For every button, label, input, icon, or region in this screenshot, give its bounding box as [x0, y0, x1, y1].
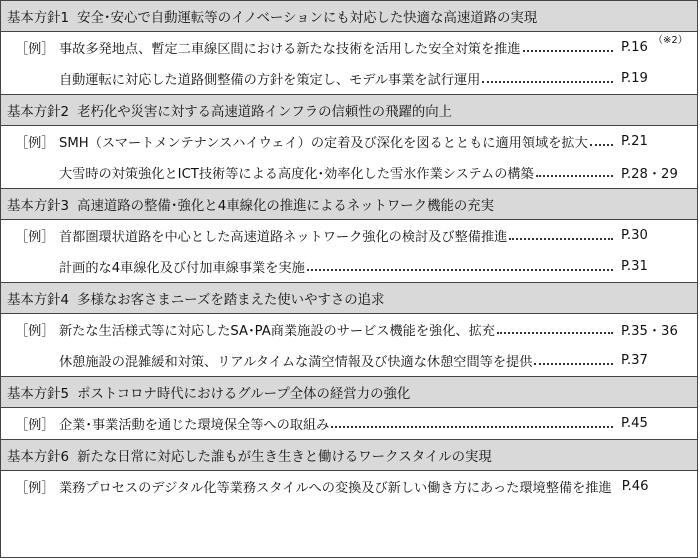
section-title: 新たな日常に対応した誰もが生き生きと働けるワークスタイルの実現	[77, 449, 492, 465]
page-reference	[621, 71, 697, 86]
list-item	[1, 126, 697, 157]
page-number: P.37	[621, 353, 648, 368]
page-reference	[621, 416, 697, 431]
item-text: 休憩施設の混雑緩和対策、リアルタイムな満空情報及び快適な休憩空間等を提供	[59, 355, 533, 370]
page-number: P.35・36	[621, 324, 678, 339]
page-reference	[621, 228, 697, 243]
policy-section-1	[1, 1, 697, 95]
item-text: 企業･事業活動を通じた環境保全等への取組み	[59, 418, 330, 433]
section-header	[1, 440, 697, 471]
section-title: 高速道路の整備･強化と4車線化の推進によるネットワーク機能の充実	[77, 198, 495, 214]
section-header	[1, 189, 697, 220]
section-header	[1, 283, 697, 314]
section-title: 多様なお客さまニーズを踏まえた使いやすさの追求	[77, 292, 385, 308]
dot-leader	[307, 259, 613, 275]
policy-section-6	[1, 440, 697, 502]
section-items	[1, 471, 697, 502]
section-label: 基本方針1	[7, 10, 70, 26]
section-items	[1, 314, 697, 376]
section-title: 老朽化や災害に対する高速道路インフラの信頼性の飛躍的向上	[77, 104, 453, 120]
section-header	[1, 377, 697, 408]
example-prefix: ［例］	[15, 481, 55, 496]
page-number: P.31	[621, 259, 648, 274]
list-item	[1, 157, 697, 188]
page-reference	[621, 163, 697, 182]
policy-section-5	[1, 377, 697, 440]
dot-leader	[482, 71, 613, 87]
list-item	[1, 314, 697, 345]
page-note: （※2）	[653, 35, 688, 46]
list-item	[1, 32, 697, 63]
page-number: P.19	[621, 71, 648, 86]
dot-leader	[590, 134, 613, 150]
section-header	[1, 95, 697, 126]
section-title: ポストコロナ時代におけるグループ全体の経営力の強化	[77, 386, 411, 402]
policy-section-2	[1, 95, 697, 189]
item-text: 首都圏環状道路を中心とした高速道路ネットワーク強化の検討及び整備推進	[59, 230, 508, 245]
section-label: 基本方針3	[7, 198, 70, 214]
page-number: P.45	[621, 416, 648, 431]
policy-section-3	[1, 189, 697, 283]
list-item	[1, 63, 697, 94]
example-prefix: ［例］	[15, 418, 55, 433]
page-reference	[621, 320, 697, 339]
list-item	[1, 471, 697, 502]
dot-leader	[509, 228, 613, 244]
dot-leader	[497, 322, 613, 338]
page-number: P.46	[621, 479, 649, 494]
page-number: P.16	[621, 40, 648, 55]
section-header	[1, 1, 697, 32]
item-text: SMH（スマートメンテナンスハイウェイ）の定着及び深化を図るとともに適用領域を拡大	[59, 136, 588, 151]
dot-leader	[523, 40, 613, 56]
list-item	[1, 220, 697, 251]
page-reference	[622, 479, 698, 494]
section-items	[1, 220, 697, 282]
item-text: 事故多発地点、暫定二車線区間における新たな技術を活用した安全対策を推進	[59, 42, 521, 57]
dot-leader	[331, 416, 613, 432]
page-reference	[621, 259, 697, 274]
item-text: 新たな生活様式等に対応したSA･PA商業施設のサービス機能を強化、拡充	[59, 324, 495, 339]
page-reference	[621, 35, 697, 55]
item-text: 自動運転に対応した道路側整備の方針を策定し、モデル事業を試行運用	[59, 73, 481, 88]
policy-section-4	[1, 283, 697, 377]
dot-leader	[534, 353, 613, 369]
section-items	[1, 126, 697, 188]
section-title: 安全･安心で自動運転等のイノベーションにも対応した快適な高速道路の実現	[77, 10, 538, 26]
list-item	[1, 408, 697, 439]
example-prefix: ［例］	[15, 136, 55, 151]
item-text: 業務プロセスのデジタル化等業務スタイルへの変換及び新しい働き方にあった環境整備を推進	[59, 481, 612, 496]
section-label: 基本方針5	[7, 386, 70, 402]
section-label: 基本方針2	[7, 104, 70, 120]
section-label: 基本方針6	[7, 449, 70, 465]
list-item	[1, 251, 697, 282]
page-reference	[621, 134, 697, 149]
example-prefix: ［例］	[15, 230, 55, 245]
page-reference	[621, 353, 697, 368]
dot-leader	[536, 165, 613, 181]
section-items	[1, 32, 697, 94]
page-number: P.30	[621, 228, 648, 243]
page-number: P.28・29	[621, 167, 678, 182]
list-item	[1, 345, 697, 376]
section-items	[1, 408, 697, 439]
example-prefix: ［例］	[15, 42, 55, 57]
item-text: 大雪時の対策強化とICT技術等による高度化･効率化した雪氷作業システムの構築	[59, 167, 534, 182]
section-label: 基本方針4	[7, 292, 70, 308]
item-text: 計画的な4車線化及び付加車線事業を実施	[59, 261, 305, 276]
example-prefix: ［例］	[15, 324, 55, 339]
page-number: P.21	[621, 134, 648, 149]
